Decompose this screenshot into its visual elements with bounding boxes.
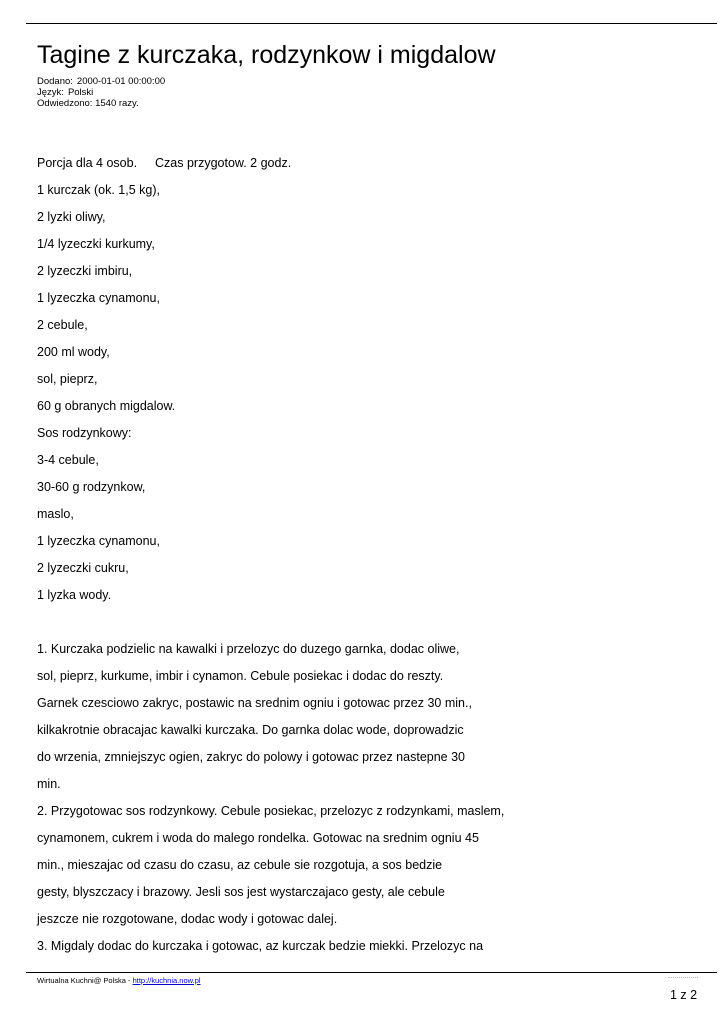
page-title: Tagine z kurczaka, rodzynkow i migdalow (37, 41, 496, 69)
meta-language-value: Polski (67, 87, 94, 98)
ingredient-line: 1/4 lyzeczki kurkumy, (37, 237, 155, 251)
ingredient-line: 60 g obranych migdalow. (37, 399, 176, 413)
footer (37, 976, 201, 985)
step-line: 3. Migdaly dodac do kurczaka i gotowac, az kurczak bedzie miekki. Przelozyc na (37, 939, 484, 953)
meta-added-value: 2000-01-01 00:00:00 (76, 76, 166, 87)
meta-language (37, 87, 165, 98)
step-line: min., mieszajac od czasu do czasu, az cebule sie rozgotuja, a sos bedzie (37, 858, 443, 872)
page-number: 1 z 2 (670, 988, 698, 1002)
meta-added-label: Dodano: (37, 76, 73, 87)
ingredient-line: sol, pieprz, (37, 372, 98, 386)
step-line: cynamonem, cukrem i woda do malego rondelka. Gotowac na srednim ogniu 45 (37, 831, 479, 845)
step-line: 1. Kurczaka podzielic na kawalki i przelozyc do duzego garnka, dodac oliwe, (37, 642, 460, 656)
ingredient-line: Sos rodzynkowy: (37, 426, 132, 440)
meta-added (37, 76, 165, 87)
footer-site-link[interactable]: http://kuchnia.now.pl (132, 976, 201, 985)
step-list (37, 636, 504, 960)
recipe-body (37, 150, 504, 960)
step-line: sol, pieprz, kurkume, imbir i cynamon. Cebule posiekac i dodac do reszty. (37, 669, 444, 683)
ingredient-line: 3-4 cebule, (37, 453, 99, 467)
footer-rule (26, 972, 717, 973)
step-line: 2. Przygotowac sos rodzynkowy. Cebule posiekac, przelozyc z rodzynkami, maslem, (37, 804, 505, 818)
meta-language-label: Język: (37, 87, 64, 98)
step-line: Garnek czesciowo zakryc, postawic na srednim ogniu i gotowac przez 30 min., (37, 696, 472, 710)
footer-mark (668, 977, 698, 978)
ingredient-line: 1 kurczak (ok. 1,5 kg), (37, 183, 160, 197)
step-line: kilkakrotnie obracajac kawalki kurczaka. Do garnka dolac wode, doprowadzic (37, 723, 464, 737)
footer-site-text: Wirtualna Kuchni@ Polska - (37, 976, 133, 985)
ingredient-line: 2 cebule, (37, 318, 88, 332)
section-spacer (37, 609, 504, 636)
step-line: do wrzenia, zmniejszyc ogien, zakryc do polowy i gotowac przez nastepne 30 (37, 750, 465, 764)
ingredient-line: 2 lyzeczki imbiru, (37, 264, 133, 278)
step-line: min. (37, 777, 61, 791)
ingredient-list (37, 177, 504, 609)
ingredient-line: 30-60 g rodzynkow, (37, 480, 146, 494)
ingredient-line: 2 lyzeczki cukru, (37, 561, 129, 575)
prep-time-text: Czas przygotow. 2 godz. (155, 156, 292, 170)
ingredient-line: 1 lyzeczka cynamonu, (37, 291, 160, 305)
ingredient-line: 200 ml wody, (37, 345, 110, 359)
meta-visits: Odwiedzono: 1540 razy. (37, 98, 139, 109)
step-line: jeszcze nie rozgotowane, dodac wody i gotowac dalej. (37, 912, 338, 926)
recipe-meta (37, 76, 165, 109)
step-line: gesty, blyszczacy i brazowy. Jesli sos jest wystarczajaco gesty, ale cebule (37, 885, 445, 899)
ingredient-line: 1 lyzka wody. (37, 588, 112, 602)
portions-text: Porcja dla 4 osob. (37, 156, 138, 170)
ingredient-line: 2 lyzki oliwy, (37, 210, 106, 224)
ingredient-line: 1 lyzeczka cynamonu, (37, 534, 160, 548)
serving-info (37, 150, 504, 177)
ingredient-line: maslo, (37, 507, 74, 521)
top-rule (26, 23, 717, 24)
